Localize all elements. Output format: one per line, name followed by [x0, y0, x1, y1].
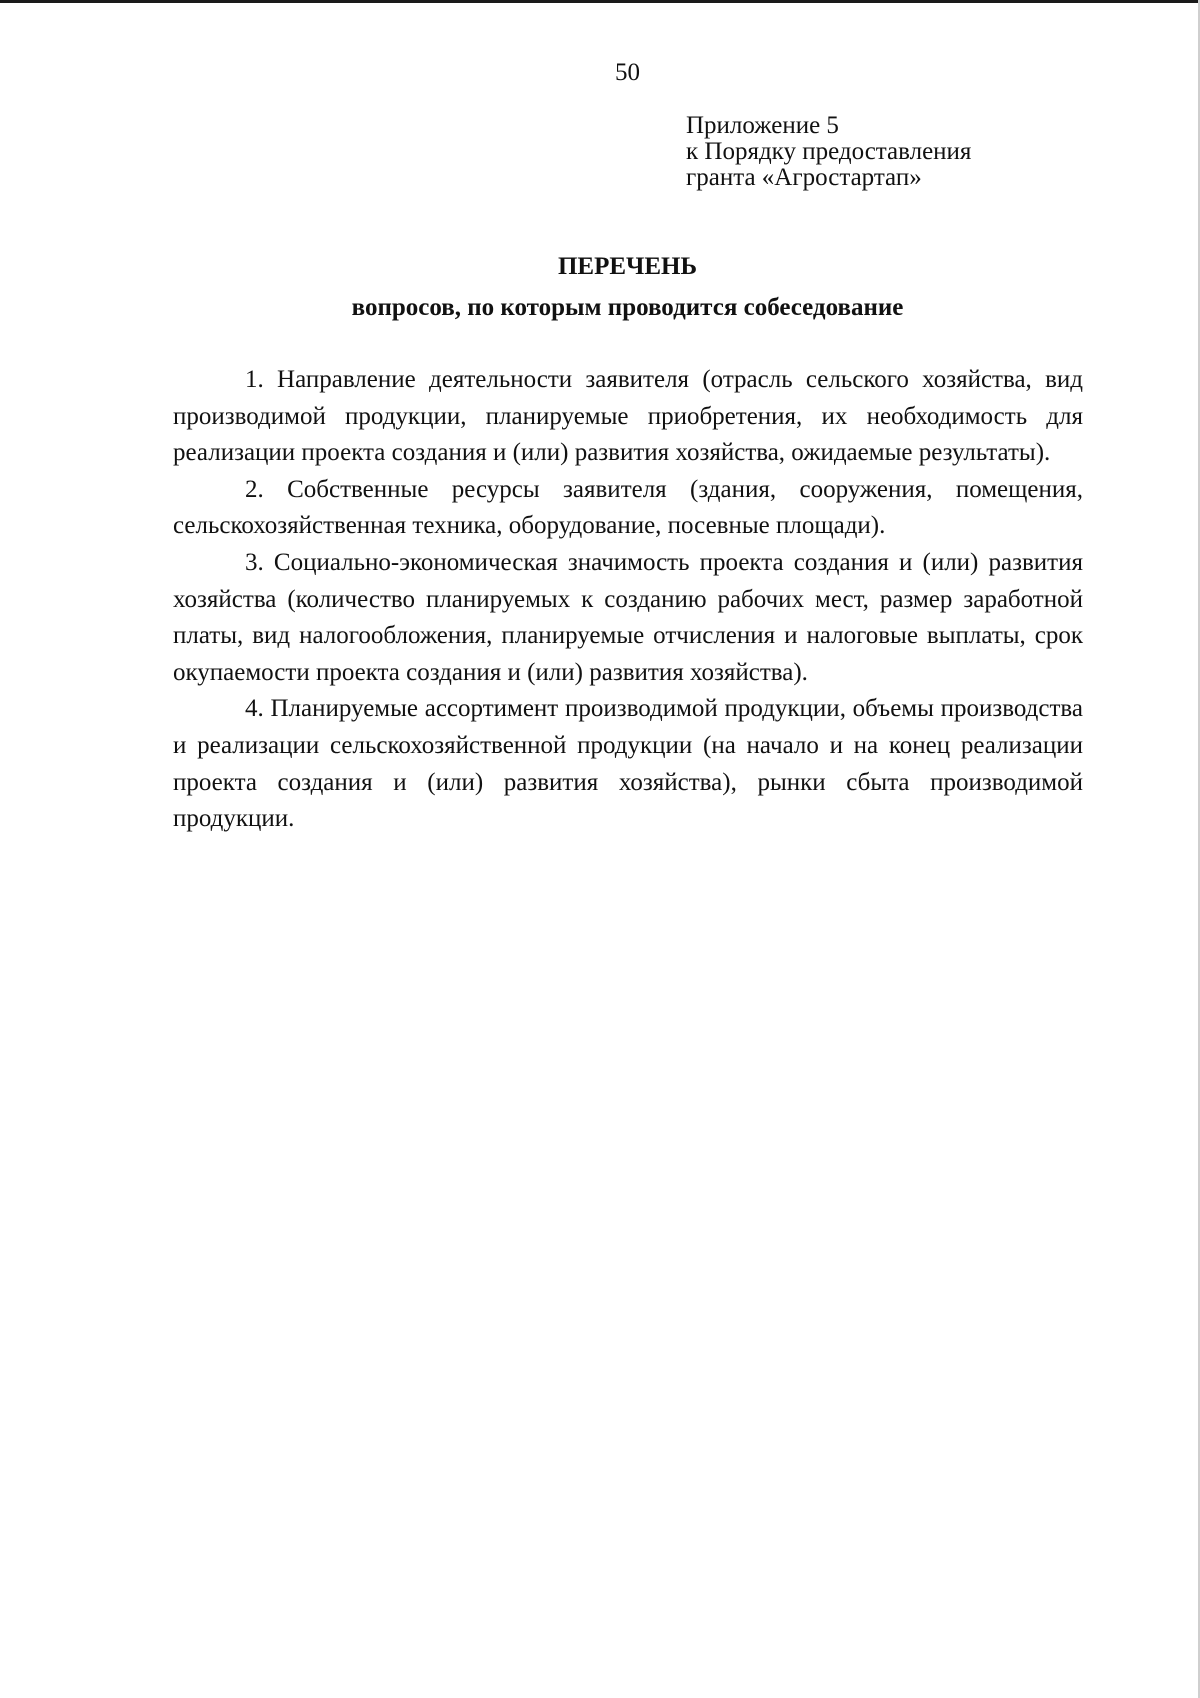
appendix-line: гранта «Агростартап» [686, 164, 922, 191]
document-body [173, 362, 1083, 838]
document-title: ПЕРЕЧЕНЬ [557, 253, 698, 280]
list-item: 3. Социально-экономическая значимость проекта создания и (или) развития хозяйства (количество планируемых к созданию рабочих мест, размер заработной платы, вид налогообложения, планируемые отчисления и налоговые выплаты, срок окупаемости проекта создания и (или) развития хозяйства). [173, 548, 1083, 686]
scan-top-edge [0, 0, 1200, 3]
appendix-line: к Порядку предоставления [686, 138, 972, 165]
appendix-line: Приложение 5 [686, 112, 839, 139]
page-number: 50 [615, 59, 640, 86]
list-item: 1. Направление деятельности заявителя (отрасль сельского хозяйства, вид производимой продукции, планируемые приобретения, их необходимость для реализации проекта создания и (или) развития хозяйства, ожидаемые результаты). [173, 366, 1083, 467]
list-item: 2. Собственные ресурсы заявителя (здания, сооружения, помещения, сельскохозяйственная техника, оборудование, посевные площади). [173, 475, 1083, 540]
document-subtitle: вопросов, по которым проводится собеседование [351, 294, 904, 321]
list-item: 4. Планируемые ассортимент производимой продукции, объемы производства и реализации сельскохозяйственной продукции (на начало и на конец реализации проекта создания и (или) развития хозяйства), рынки сбыта производимой продукции. [173, 695, 1083, 833]
appendix-note [686, 113, 971, 191]
